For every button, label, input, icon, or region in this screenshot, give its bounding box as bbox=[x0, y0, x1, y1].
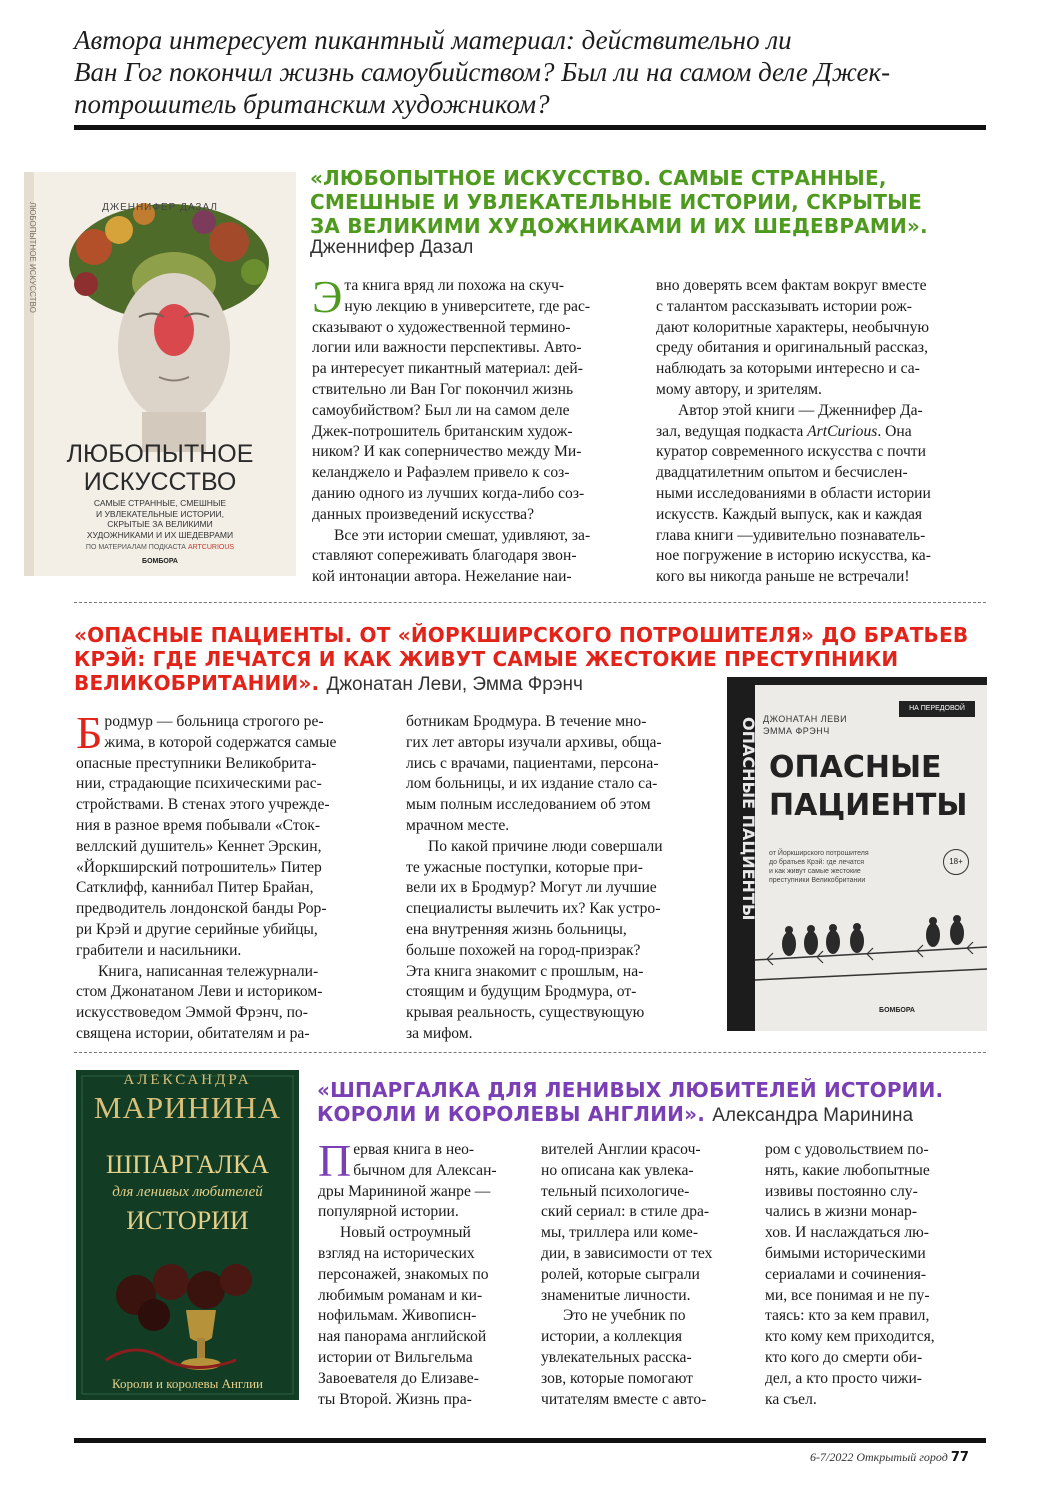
cover-podcast-label: ПО МАТЕРИАЛАМ ПОДКАСТА bbox=[85, 544, 186, 551]
text-line: искусствоведом Эммой Фрэнч, по- bbox=[76, 1004, 308, 1022]
text-line: ра интересует пикантный материал: дей- bbox=[312, 360, 583, 378]
review2-column-2 bbox=[406, 712, 716, 1045]
cover-spine-text: ЛЮБОПЫТНОЕ ИСКУССТВО bbox=[28, 202, 37, 313]
cover-subtitle-line: СКРЫТЫЕ ЗА ВЕЛИКИМИ bbox=[107, 519, 213, 529]
cover-subtitle-line: И УВЛЕКАТЕЛЬНЫЕ ИСТОРИИ, bbox=[96, 508, 224, 519]
text-line: вели их в Бродмур? Могут ли лучшие bbox=[406, 879, 657, 897]
cover-author-line: ЭММА ФРЭНЧ bbox=[763, 726, 830, 736]
text-line: та книга вряд ли похожа на скуч- bbox=[344, 277, 565, 294]
text-line: те ужасные поступки, которые при- bbox=[406, 858, 643, 876]
page-footer bbox=[810, 1450, 969, 1465]
text-line: с талантом рассказывать истории рож- bbox=[656, 297, 912, 315]
book-cover-history-cheatsheet[interactable] bbox=[76, 1070, 299, 1400]
text-line: Завоевателя до Елизаве- bbox=[318, 1369, 479, 1387]
text-line: кто кому кем приходится, bbox=[765, 1328, 935, 1346]
text-line: келанджело и Рафаэлем привело к соз- bbox=[312, 464, 570, 482]
text-line: Джек-потрошитель британским худож- bbox=[312, 422, 573, 440]
text-line: лись с врачами, пациентами, персона- bbox=[406, 754, 659, 772]
book-cover-dangerous-patients[interactable] bbox=[727, 677, 987, 1031]
cover-author: ДЖЕННИФЕР ДАЗАЛ bbox=[102, 202, 218, 213]
text-line: священа истории, обитателям и ра- bbox=[76, 1024, 310, 1042]
review1-column-1 bbox=[312, 271, 632, 588]
text-line: лом больницы, и их издание стало са- bbox=[406, 775, 658, 793]
cover-podcast bbox=[24, 544, 296, 551]
cover-author-last: МАРИНИНА bbox=[93, 1090, 282, 1125]
text-line: ными исследованиями в области истории bbox=[656, 484, 931, 502]
text-line: куратор современного искусства с почти bbox=[656, 443, 926, 461]
text-line: мым полным исследованием об этом bbox=[406, 796, 651, 814]
review3-title bbox=[317, 1078, 997, 1128]
text-line: грабители и насильники. bbox=[76, 941, 242, 959]
text-line: Все эти истории смешат, удивляют, за- bbox=[334, 526, 591, 544]
review3-column-3 bbox=[765, 1140, 985, 1410]
text-line: ставляют сопереживать благодаря звон- bbox=[312, 547, 577, 565]
text-line: истории от Вильгельма bbox=[318, 1348, 473, 1366]
review3-dropcap: П bbox=[318, 1135, 352, 1186]
section-divider bbox=[74, 1052, 986, 1053]
cover-podcast-name: ARTCURIOUS bbox=[187, 544, 235, 551]
review2-title-line: «ОПАСНЫЕ ПАЦИЕНТЫ. ОТ «ЙОРКШИРСКОГО ПОТРОШИТЕЛЯ» ДО БРАТЬЕВ bbox=[74, 623, 969, 647]
text-line: ная панорама английской bbox=[318, 1328, 487, 1346]
text-line bbox=[656, 422, 986, 443]
text-line: бычном для Алексан- bbox=[353, 1161, 497, 1179]
text-line: ботникам Бродмура. В течение мно- bbox=[406, 713, 647, 730]
text-line: ри Крэй и другие серийные убийцы, bbox=[76, 920, 318, 938]
text-line: крывая реальность, существующую bbox=[406, 1004, 645, 1022]
text-line: предводитель лондонской банды Рор- bbox=[76, 900, 327, 918]
text-line: таясь: кто за кем правил, bbox=[765, 1307, 930, 1325]
text-line: за мифом. bbox=[406, 1024, 473, 1042]
cover-title-line: ЛЮБОПЫТНОЕ bbox=[66, 440, 254, 468]
text-line: персонажей, знакомых по bbox=[318, 1265, 489, 1283]
text-line: ную лекцию в университете, где рас- bbox=[344, 297, 591, 315]
text-line: тельный психологиче- bbox=[541, 1182, 690, 1200]
text-line: зов, которые помогают bbox=[541, 1369, 693, 1387]
pull-quote bbox=[74, 24, 974, 120]
pull-quote-line: Автора интересует пикантный материал: действительно ли bbox=[74, 25, 792, 55]
text-line: любимым романам и ки- bbox=[318, 1286, 483, 1304]
text-line: но описана как увлека- bbox=[541, 1161, 694, 1179]
text-line: ролей, которые сыграли bbox=[541, 1265, 700, 1283]
review1-dropcap: Э bbox=[312, 271, 343, 322]
text-line: Новый остроумный bbox=[340, 1224, 471, 1242]
text-line: По какой причине люди совершали bbox=[428, 837, 663, 855]
text-line: гих лет авторы изучали архивы, обща- bbox=[406, 733, 662, 751]
text-line: мому автору, и зрителям. bbox=[656, 380, 822, 398]
text-line: вно доверять всем фактам вокруг вместе bbox=[656, 277, 927, 294]
bottom-rule bbox=[74, 1438, 986, 1443]
cover-subtitle-line: преступники Великобритании bbox=[769, 877, 866, 884]
cover-author-first: АЛЕКСАНДРА bbox=[123, 1072, 252, 1088]
cover-series-badge: НА ПЕРЕДОВОЙ bbox=[899, 701, 975, 717]
section-divider bbox=[74, 602, 986, 603]
pull-quote-line: потрошитель британским художником? bbox=[74, 89, 550, 119]
text-line: мы, триллера или коме- bbox=[541, 1224, 699, 1242]
cover-subtitle: Короли и королевы Англии bbox=[111, 1376, 264, 1391]
text-line: нии, страдающие психическими рас- bbox=[76, 775, 322, 793]
text-line: ми, все понимая и не пу- bbox=[765, 1286, 930, 1304]
cover-subtitle-line: и как живут самые жестокие bbox=[769, 868, 861, 875]
cover-spine-text: ОПАСНЫЕ ПАЦИЕНТЫ bbox=[739, 717, 758, 921]
text-line: сериалами и сочинения- bbox=[765, 1265, 927, 1283]
text-line: Это не учебник по bbox=[563, 1307, 686, 1325]
text-line: ты Второй. Жизнь пра- bbox=[318, 1390, 472, 1408]
text-line: среду обитания и оригинальный рассказ, bbox=[656, 339, 928, 357]
text-line: ка съел. bbox=[765, 1390, 817, 1408]
cover-title-line: ПАЦИЕНТЫ bbox=[769, 788, 968, 823]
cover-subtitle-line: от Йоркширского потрошителя bbox=[769, 850, 869, 857]
text-line: взгляд на исторических bbox=[318, 1244, 475, 1262]
cover-subtitle-line: САМЫЕ СТРАННЫЕ, СМЕШНЫЕ bbox=[93, 498, 227, 508]
text-line: читателям вместе с авто- bbox=[541, 1390, 707, 1408]
publisher-logo: БОМБОРА bbox=[879, 1007, 915, 1014]
text-line: сказывают о художественной термино- bbox=[312, 318, 571, 336]
book-cover-curious-art[interactable] bbox=[24, 172, 296, 576]
pull-quote-line: Ван Гог покончил жизнь самоубийством? Был ли на самом деле Джек- bbox=[74, 57, 891, 87]
text-line: знаменитые личности. bbox=[541, 1286, 691, 1304]
text-line: ствительно ли Ван Гог покончил жизнь bbox=[312, 380, 574, 398]
text-line: Автор этой книги — Дженнифер Да- bbox=[678, 401, 923, 419]
text-line: ский сериал: в стиле дра- bbox=[541, 1203, 710, 1221]
text-line: Сатклифф, каннибал Питер Брайан, bbox=[76, 879, 314, 897]
text-line: дают колоритные характеры, необычную bbox=[656, 318, 930, 336]
cover-title-line: ОПАСНЫЕ bbox=[769, 750, 942, 785]
footer-issue: 6-7/2022 bbox=[810, 1450, 854, 1464]
text-line: бимыми историческими bbox=[765, 1244, 926, 1262]
text-line: популярной истории. bbox=[318, 1203, 459, 1221]
review2-title-text: ВЕЛИКОБРИТАНИИ». bbox=[74, 671, 320, 695]
text-line: нять, какие любопытные bbox=[765, 1161, 930, 1179]
review3-column-2 bbox=[541, 1140, 751, 1410]
review3-title-line: «ШПАРГАЛКА ДЛЯ ЛЕНИВЫХ ЛЮБИТЕЛЕЙ ИСТОРИИ. bbox=[317, 1078, 944, 1102]
age-rating-badge: 18+ bbox=[943, 849, 969, 875]
review2-author: Джонатан Леви, Эмма Фрэнч bbox=[326, 674, 583, 695]
review3-author: Александра Маринина bbox=[712, 1105, 914, 1126]
text-line: «Йоркширский потрошитель» Питер bbox=[76, 858, 322, 876]
text-line: истории, а коллекция bbox=[541, 1328, 683, 1346]
text-line: стройствами. В стенах этого учрежде- bbox=[76, 796, 330, 814]
review2-dropcap: Б bbox=[76, 707, 103, 758]
text-line: кой интонации автора. Нежелание наи- bbox=[312, 568, 572, 586]
text-line: кого вы никогда раньше не встречали! bbox=[656, 568, 910, 586]
publisher-logo: БОМБОРА bbox=[142, 558, 178, 565]
review1-title-line: СМЕШНЫЕ И УВЛЕКАТЕЛЬНЫЕ ИСТОРИИ, СКРЫТЫЕ bbox=[310, 190, 922, 214]
text-fragment: зал, ведущая подкаста bbox=[656, 422, 808, 440]
text-line: увлекательных расска- bbox=[541, 1348, 692, 1366]
cover-subtitle bbox=[24, 498, 296, 540]
text-line: самоубийством? Был ли на самом деле bbox=[312, 401, 570, 419]
text-line: ром с удовольствием по- bbox=[765, 1141, 929, 1158]
cover-subtitle bbox=[769, 849, 869, 885]
text-fragment: . Она bbox=[877, 422, 912, 440]
text-line: наблюдать за которыми интересно и са- bbox=[656, 360, 920, 378]
text-line: ником? И как соперничество между Ми- bbox=[312, 443, 582, 461]
review3-title-text: КОРОЛИ И КОРОЛЕВЫ АНГЛИИ». bbox=[317, 1102, 706, 1126]
text-line: ена внутренняя жизнь больницы, bbox=[406, 920, 627, 938]
text-line: искусств. Каждый выпуск, как и каждая bbox=[656, 505, 923, 523]
text-line: кто кого до смерти оби- bbox=[765, 1348, 923, 1366]
review3-column-1 bbox=[318, 1135, 528, 1410]
text-line: данных произведений искусства? bbox=[312, 505, 535, 523]
text-line: дии, в зависимости от тех bbox=[541, 1244, 713, 1262]
cover-author-line: ДЖОНАТАН ЛЕВИ bbox=[763, 714, 848, 724]
text-line: стоящим и будущим Бродмура, от- bbox=[406, 983, 637, 1001]
text-line: ное погружение в историю искусства, ка- bbox=[656, 547, 931, 565]
text-line: Эта книга знакомит с прошлым, на- bbox=[406, 962, 644, 980]
text-line: стом Джонатаном Леви и историком- bbox=[76, 983, 323, 1001]
cover-title-line: ИСКУССТВО bbox=[83, 468, 237, 496]
footer-magazine: Открытый город bbox=[856, 1450, 948, 1464]
podcast-name: ArtCurious bbox=[807, 422, 878, 440]
cover-title-sub: для ленивых любителей bbox=[112, 1184, 263, 1200]
cover-subtitle-line: ХУДОЖНИКАМИ И ИХ ШЕДЕВРАМИ bbox=[86, 529, 234, 540]
review1-title-line: «ЛЮБОПЫТНОЕ ИСКУССТВО. САМЫЕ СТРАННЫЕ, bbox=[310, 166, 887, 190]
text-line: двадцатилетним опытом и бесчислен- bbox=[656, 464, 908, 482]
review1-title bbox=[310, 166, 990, 238]
text-line: логии или важности перспективы. Авто- bbox=[312, 339, 582, 357]
text-line: чались в жизни монар- bbox=[765, 1203, 918, 1221]
text-line: родмур — больница строгого ре- bbox=[104, 713, 324, 730]
text-line: дел, а кто просто чижи- bbox=[765, 1369, 922, 1387]
text-line: больше похожей на город-призрак? bbox=[406, 941, 641, 959]
cover-title: ШПАРГАЛКА bbox=[106, 1150, 269, 1179]
review1-column-2 bbox=[656, 276, 986, 588]
text-line: глава книги —удивительно познаватель- bbox=[656, 526, 926, 544]
review2-column-1 bbox=[76, 707, 386, 1045]
text-line: вителей Англии красоч- bbox=[541, 1141, 701, 1158]
review1-author: Дженнифер Дазал bbox=[310, 237, 474, 258]
text-line: ния в разное время побывали «Сток- bbox=[76, 816, 321, 834]
review3-title-line bbox=[317, 1102, 997, 1128]
text-line: мрачном месте. bbox=[406, 816, 510, 834]
text-line: дры Марининой жанре — bbox=[318, 1182, 491, 1200]
cover-authors bbox=[763, 713, 847, 737]
cover-title-history: ИСТОРИИ bbox=[126, 1206, 249, 1235]
text-line: извивы постоянно слу- bbox=[765, 1182, 918, 1200]
review1-title-line: ЗА ВЕЛИКИМИ ХУДОЖНИКАМИ И ИХ ШЕДЕВРАМИ». bbox=[310, 214, 928, 238]
cover-subtitle-line: до братьев Крэй: где лечатся bbox=[769, 859, 865, 866]
review2-title-line: КРЭЙ: ГДЕ ЛЕЧАТСЯ И КАК ЖИВУТ САМЫЕ ЖЕСТОКИЕ ПРЕСТУПНИКИ bbox=[74, 647, 899, 671]
cover-title bbox=[769, 749, 967, 825]
text-line: ервая книга в нео- bbox=[353, 1141, 475, 1158]
text-line: Книга, написанная тележурнали- bbox=[98, 962, 319, 980]
text-line: жима, в которой содержатся самые bbox=[104, 733, 337, 751]
text-line: специалисты вылечить их? Как устро- bbox=[406, 900, 661, 918]
text-line: хов. И наслаждаться лю- bbox=[765, 1224, 929, 1242]
text-line: нофильмам. Живописн- bbox=[318, 1307, 477, 1325]
page-number: 77 bbox=[950, 1450, 969, 1465]
text-line: веллский душитель» Кеннет Эрскин, bbox=[76, 837, 322, 855]
cover-title bbox=[24, 440, 296, 496]
top-rule bbox=[74, 125, 986, 130]
text-line: данию одного из лучших когда-либо соз- bbox=[312, 484, 585, 502]
text-line: опасные преступники Великобрита- bbox=[76, 754, 317, 772]
